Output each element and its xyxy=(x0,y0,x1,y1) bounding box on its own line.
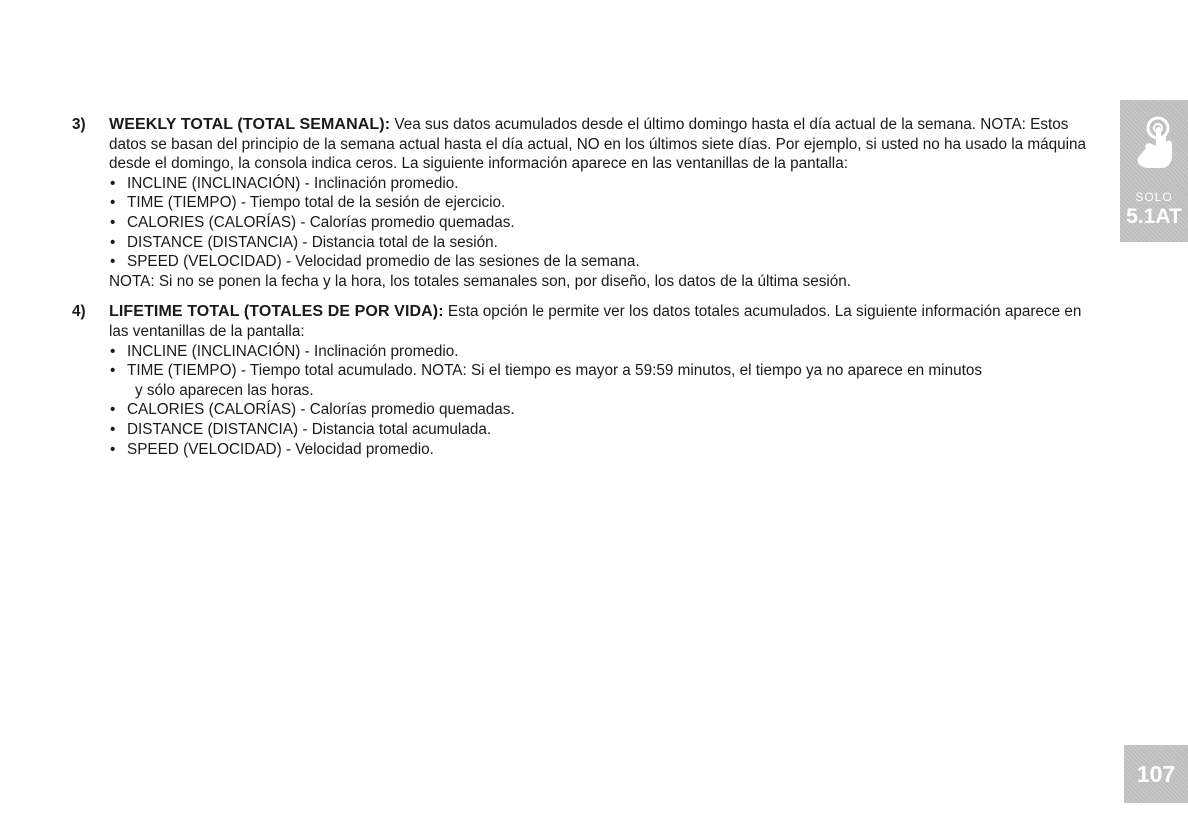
list-item: • CALORIES (CALORÍAS) - Calorías promedio quemadas. xyxy=(109,400,1102,420)
section-lifetime-total xyxy=(72,302,1102,459)
list-item: • TIME (TIEMPO) - Tiempo total de la sesión de ejercicio. xyxy=(109,193,1102,213)
section-heading: WEEKLY TOTAL (TOTAL SEMANAL): xyxy=(109,116,391,133)
side-tab-model xyxy=(1120,180,1188,242)
section-intro xyxy=(109,115,1102,174)
section-intro xyxy=(109,302,1102,341)
solo-label: SOLO xyxy=(1135,190,1173,204)
list-item-time xyxy=(109,361,1102,400)
side-tab-icon xyxy=(1120,100,1188,190)
section-heading: LIFETIME TOTAL (TOTALES DE POR VIDA): xyxy=(109,303,444,321)
list-item-continuation: y sólo aparecen las horas. xyxy=(135,381,314,399)
list-item: • SPEED (VELOCIDAD) - Velocidad promedio de las sesiones de la semana. xyxy=(109,252,1102,272)
page-number: 107 xyxy=(1136,761,1176,787)
list-item: • CALORIES (CALORÍAS) - Calorías promedio quemadas. xyxy=(109,213,1102,233)
document-body xyxy=(72,115,1102,459)
list-item: • DISTANCE (DISTANCIA) - Distancia total acumulada. xyxy=(109,420,1102,440)
model-label: 5.1AT xyxy=(1126,205,1182,228)
section-number: 3) xyxy=(72,116,86,133)
section-number: 4) xyxy=(72,303,86,321)
hand-pressing-button-icon xyxy=(1128,114,1178,172)
bullet-list xyxy=(109,174,1102,272)
bullet-list xyxy=(109,342,1102,460)
section-intro-text: Esta opción le permite ver los datos totales acumulados. La siguiente información aparece en las ventanillas de la pantalla: xyxy=(109,303,1082,340)
list-item: • DISTANCE (DISTANCIA) - Distancia total de la sesión. xyxy=(109,233,1102,253)
list-item-text: • TIME (TIEMPO) - Tiempo total acumulado. NOTA: Si el tiempo es mayor a 59:59 minutos, el tiempo ya no aparece en minutos xyxy=(127,362,982,380)
section-note: NOTA: Si no se ponen la fecha y la hora, los totales semanales son, por diseño, los datos de la última sesión. xyxy=(109,272,852,290)
section-intro-text: Vea sus datos acumulados desde el último domingo hasta el día actual de la semana. NOTA: Estos datos se basan del principio de la semana actual hasta el día actual, NO en los últimos siete días. Por ejemplo, si usted no ha usado la máquina desde el domingo, la consola indica ceros. La siguiente información aparece en las ventanillas de la pantalla: xyxy=(109,116,1087,173)
list-item: • INCLINE (INCLINACIÓN) - Inclinación promedio. xyxy=(109,342,1102,362)
list-item: • SPEED (VELOCIDAD) - Velocidad promedio. xyxy=(109,440,1102,460)
section-weekly-total xyxy=(72,115,1102,291)
list-item: • INCLINE (INCLINACIÓN) - Inclinación promedio. xyxy=(109,174,1102,194)
page-number-tab xyxy=(1124,745,1188,803)
